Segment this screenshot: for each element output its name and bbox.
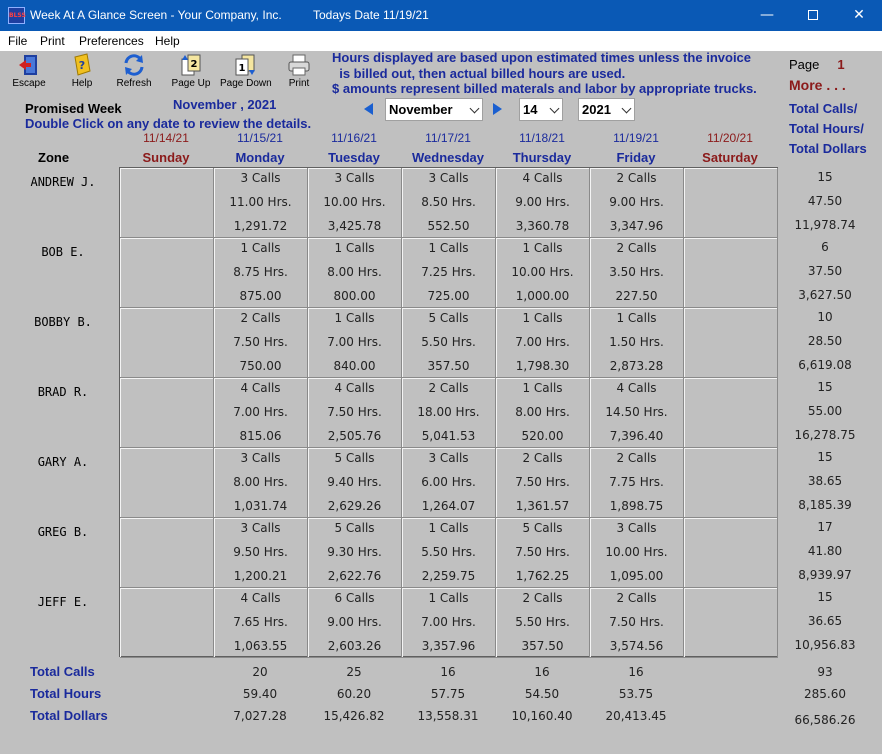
- cell-dollars: 1,762.25: [515, 569, 570, 583]
- cell-calls: 3 Calls: [240, 521, 281, 535]
- cell-hours: 11.00 Hrs.: [229, 195, 292, 209]
- cell-calls: 1 Calls: [428, 591, 469, 605]
- schedule-cell[interactable]: [402, 588, 496, 658]
- cell-hours: 7.25 Hrs.: [421, 265, 476, 279]
- footer-calls-value: 20: [252, 665, 268, 679]
- refresh-button[interactable]: [109, 53, 159, 89]
- schedule-cell[interactable]: [684, 518, 778, 588]
- cell-dollars: 875.00: [239, 289, 282, 303]
- cell-hours: 8.75 Hrs.: [233, 265, 288, 279]
- row-total-dollars: 8,939.97: [798, 568, 852, 582]
- cell-hours: 7.65 Hrs.: [233, 615, 288, 629]
- cell-hours: 7.50 Hrs.: [327, 405, 382, 419]
- schedule-cell[interactable]: [496, 518, 590, 588]
- cell-dollars: 3,574.56: [609, 639, 664, 653]
- cell-dollars: 7,396.40: [609, 429, 664, 443]
- cell-hours: 7.00 Hrs.: [421, 615, 476, 629]
- cell-hours: 8.50 Hrs.: [421, 195, 476, 209]
- schedule-cell[interactable]: [590, 308, 684, 378]
- help-label: Help: [71, 78, 93, 89]
- maximize-button[interactable]: [790, 0, 836, 31]
- window-title: Week At A Glance Screen - Your Company, Inc.: [30, 8, 282, 22]
- technician-name: BOBBY B.: [34, 315, 92, 329]
- day-name-sunday[interactable]: Sunday: [142, 150, 190, 165]
- cell-calls: 4 Calls: [334, 381, 375, 395]
- cell-hours: 9.40 Hrs.: [327, 475, 382, 489]
- refresh-label: Refresh: [116, 78, 152, 89]
- todays-date: Todays Date 11/19/21: [313, 8, 429, 22]
- promised-week-label: Promised Week: [25, 101, 122, 116]
- cell-calls: 1 Calls: [334, 311, 375, 325]
- help-book-icon: [70, 53, 94, 77]
- cell-calls: 3 Calls: [240, 451, 281, 465]
- cell-hours: 9.30 Hrs.: [327, 545, 382, 559]
- schedule-cell[interactable]: [308, 168, 402, 238]
- row-total-calls: 15: [817, 450, 833, 464]
- previous-week-arrow-icon[interactable]: [364, 103, 373, 115]
- cell-calls: 4 Calls: [240, 381, 281, 395]
- day-date-thursday[interactable]: 11/18/21: [519, 131, 565, 145]
- cell-calls: 2 Calls: [240, 311, 281, 325]
- cell-calls: 3 Calls: [240, 171, 281, 185]
- row-total-hours: 38.65: [807, 474, 843, 488]
- svg-text:?: ?: [78, 59, 86, 72]
- page-up-label: Page Up: [171, 78, 211, 89]
- cell-calls: 3 Calls: [428, 171, 469, 185]
- cell-dollars: 3,347.96: [609, 219, 664, 233]
- cell-dollars: 800.00: [333, 289, 376, 303]
- legend-calls: Total Calls/: [789, 101, 858, 116]
- legend-dollars: Total Dollars: [789, 141, 867, 156]
- cell-hours: 8.00 Hrs.: [327, 265, 382, 279]
- schedule-cell[interactable]: [308, 238, 402, 308]
- menu-bar: [0, 31, 882, 51]
- cell-hours: 9.00 Hrs.: [609, 195, 664, 209]
- cell-dollars: 357.50: [521, 639, 564, 653]
- day-select-value: 14: [523, 102, 538, 117]
- row-total-calls: 10: [817, 310, 833, 324]
- footer-hours-value: 57.75: [430, 687, 466, 701]
- day-date-saturday[interactable]: 11/20/21: [707, 131, 753, 145]
- footer-dollars-value: 15,426.82: [323, 709, 385, 723]
- cell-calls: 1 Calls: [616, 311, 657, 325]
- notice-text: [332, 50, 782, 97]
- row-total-dollars: 11,978.74: [794, 218, 856, 232]
- cell-hours: 10.00 Hrs.: [323, 195, 386, 209]
- cell-hours: 1.50 Hrs.: [609, 335, 664, 349]
- chevron-down-icon: [550, 104, 560, 114]
- schedule-cell[interactable]: [402, 168, 496, 238]
- schedule-cell[interactable]: [308, 588, 402, 658]
- schedule-cell[interactable]: [120, 238, 214, 308]
- menu-file-label: File: [8, 34, 28, 48]
- cell-dollars: 1,291.72: [233, 219, 288, 233]
- cell-hours: 18.00 Hrs.: [417, 405, 480, 419]
- cell-calls: 2 Calls: [522, 591, 563, 605]
- cell-hours: 10.00 Hrs.: [605, 545, 668, 559]
- schedule-cell[interactable]: [402, 238, 496, 308]
- door-exit-icon: [17, 53, 41, 77]
- footer-hours-value: 60.20: [336, 687, 372, 701]
- cell-dollars: 1,898.75: [609, 499, 664, 513]
- technician-name: ANDREW J.: [30, 175, 96, 189]
- cell-dollars: 1,200.21: [233, 569, 288, 583]
- cell-calls: 5 Calls: [334, 521, 375, 535]
- print-label: Print: [288, 78, 310, 89]
- year-select-value: 2021: [582, 102, 611, 117]
- grand-total-hours: 285.60: [804, 687, 846, 701]
- menu-preferences[interactable]: [79, 34, 144, 48]
- totals-legend: [789, 99, 867, 159]
- page-down-icon: [233, 53, 257, 77]
- instruction-text: Double Click on any date to review the details.: [25, 116, 312, 131]
- grand-total-calls: 93: [817, 665, 833, 679]
- schedule-cell[interactable]: [684, 378, 778, 448]
- cell-dollars: 5,041.53: [421, 429, 476, 443]
- month-year-title: November , 2021: [173, 97, 277, 112]
- cell-dollars: 725.00: [427, 289, 470, 303]
- page-down-button[interactable]: [220, 53, 270, 89]
- print-button[interactable]: [274, 53, 324, 89]
- schedule-cell[interactable]: [496, 238, 590, 308]
- schedule-cell[interactable]: [590, 378, 684, 448]
- cell-dollars: 552.50: [427, 219, 470, 233]
- schedule-cell[interactable]: [684, 168, 778, 238]
- day-date-friday[interactable]: 11/19/21: [613, 131, 659, 145]
- cell-dollars: 2,505.76: [327, 429, 382, 443]
- row-total-dollars: 8,185.39: [798, 498, 852, 512]
- maximize-icon: [808, 10, 818, 20]
- app-icon: BLSS: [8, 7, 25, 24]
- cell-hours: 9.00 Hrs.: [515, 195, 570, 209]
- technician-name: GARY A.: [37, 455, 89, 469]
- schedule-cell[interactable]: [590, 168, 684, 238]
- day-name-wednesday[interactable]: Wednesday: [411, 150, 484, 165]
- minimize-icon: —: [760, 7, 774, 23]
- day-name-monday[interactable]: Monday: [235, 150, 285, 165]
- day-name-saturday[interactable]: Saturday: [702, 150, 758, 165]
- grand-total-dollars: 66,586.26: [794, 713, 856, 727]
- schedule-cell[interactable]: [402, 378, 496, 448]
- cell-calls: 2 Calls: [616, 171, 657, 185]
- escape-button[interactable]: [4, 53, 54, 89]
- footer-calls-value: 16: [628, 665, 644, 679]
- cell-hours: 14.50 Hrs.: [605, 405, 668, 419]
- row-total-calls: 15: [817, 380, 833, 394]
- cell-calls: 4 Calls: [616, 381, 657, 395]
- schedule-cell[interactable]: [308, 378, 402, 448]
- cell-calls: 2 Calls: [616, 451, 657, 465]
- schedule-grid: [119, 167, 778, 657]
- schedule-cell[interactable]: [684, 238, 778, 308]
- cell-dollars: 1,063.55: [233, 639, 288, 653]
- help-button[interactable]: [57, 53, 107, 89]
- day-name-friday[interactable]: Friday: [616, 150, 656, 165]
- day-date-tuesday[interactable]: 11/16/21: [331, 131, 377, 145]
- day-name-tuesday[interactable]: Tuesday: [328, 150, 380, 165]
- page-label: Page: [789, 57, 820, 72]
- month-select-value: November: [389, 102, 453, 117]
- cell-hours: 7.00 Hrs.: [327, 335, 382, 349]
- cell-dollars: 750.00: [239, 359, 282, 373]
- schedule-cell[interactable]: [496, 168, 590, 238]
- schedule-cell[interactable]: [214, 588, 308, 658]
- cell-dollars: 3,357.96: [421, 639, 476, 653]
- footer-calls-value: 16: [440, 665, 456, 679]
- cell-calls: 1 Calls: [522, 311, 563, 325]
- cell-calls: 2 Calls: [428, 381, 469, 395]
- title-bar: [0, 0, 882, 31]
- menu-print[interactable]: [40, 34, 65, 48]
- footer-calls-value: 16: [534, 665, 550, 679]
- zone-header: Zone: [38, 150, 70, 165]
- day-select[interactable]: [519, 98, 563, 121]
- schedule-cell[interactable]: [214, 168, 308, 238]
- cell-calls: 3 Calls: [616, 521, 657, 535]
- svg-text:1: 1: [238, 63, 246, 74]
- page-down-label: Page Down: [220, 78, 272, 89]
- cell-calls: 2 Calls: [616, 591, 657, 605]
- footer-dollars-value: 10,160.40: [511, 709, 573, 723]
- cell-hours: 9.00 Hrs.: [327, 615, 382, 629]
- schedule-cell[interactable]: [402, 518, 496, 588]
- footer-dollars-value: 13,558.31: [417, 709, 479, 723]
- footer-calls-value: 25: [346, 665, 362, 679]
- cell-dollars: 1,000.00: [515, 289, 570, 303]
- cell-hours: 9.50 Hrs.: [233, 545, 288, 559]
- footer-dollars-value: 7,027.28: [233, 709, 287, 723]
- footer-dollars-value: 20,413.45: [605, 709, 667, 723]
- printer-icon: [287, 53, 311, 77]
- day-name-thursday[interactable]: Thursday: [512, 150, 572, 165]
- schedule-cell[interactable]: [214, 518, 308, 588]
- cell-calls: 1 Calls: [428, 521, 469, 535]
- footer-label-calls: Total Calls: [30, 664, 95, 679]
- schedule-cell[interactable]: [496, 378, 590, 448]
- cell-dollars: 2,603.26: [327, 639, 382, 653]
- cell-dollars: 2,259.75: [421, 569, 476, 583]
- day-date-sunday[interactable]: 11/14/21: [143, 131, 189, 145]
- cell-calls: 3 Calls: [428, 451, 469, 465]
- schedule-cell[interactable]: [496, 448, 590, 518]
- cell-hours: 7.00 Hrs.: [515, 335, 570, 349]
- cell-hours: 5.50 Hrs.: [515, 615, 570, 629]
- cell-dollars: 1,095.00: [609, 569, 664, 583]
- footer-label-dollars: Total Dollars: [30, 708, 108, 723]
- schedule-cell[interactable]: [120, 448, 214, 518]
- cell-dollars: 2,873.28: [609, 359, 664, 373]
- cell-hours: 10.00 Hrs.: [511, 265, 574, 279]
- cell-calls: 1 Calls: [240, 241, 281, 255]
- cell-hours: 3.50 Hrs.: [609, 265, 664, 279]
- minimize-button[interactable]: [744, 0, 790, 31]
- cell-hours: 8.00 Hrs.: [515, 405, 570, 419]
- cell-calls: 5 Calls: [522, 521, 563, 535]
- menu-help[interactable]: [155, 34, 180, 48]
- schedule-cell[interactable]: [120, 308, 214, 378]
- cell-calls: 1 Calls: [522, 241, 563, 255]
- cell-calls: 1 Calls: [334, 241, 375, 255]
- page-number: 1: [837, 57, 845, 72]
- cell-calls: 2 Calls: [522, 451, 563, 465]
- schedule-cell[interactable]: [684, 588, 778, 658]
- cell-hours: 5.50 Hrs.: [421, 545, 476, 559]
- month-select[interactable]: [385, 98, 483, 121]
- footer-hours-value: 53.75: [618, 687, 654, 701]
- refresh-icon: [122, 53, 146, 77]
- cell-hours: 7.50 Hrs.: [515, 475, 570, 489]
- cell-calls: 1 Calls: [428, 241, 469, 255]
- schedule-cell[interactable]: [120, 168, 214, 238]
- row-total-dollars: 6,619.08: [798, 358, 852, 372]
- close-icon: ✕: [853, 7, 865, 23]
- chevron-down-icon: [470, 104, 480, 114]
- cell-hours: 6.00 Hrs.: [421, 475, 476, 489]
- cell-dollars: 815.06: [239, 429, 282, 443]
- row-total-hours: 37.50: [807, 264, 843, 278]
- cell-calls: 6 Calls: [334, 591, 375, 605]
- row-total-calls: 15: [817, 590, 833, 604]
- close-button[interactable]: [836, 0, 882, 31]
- schedule-cell[interactable]: [684, 448, 778, 518]
- row-total-calls: 17: [817, 520, 833, 534]
- day-date-wednesday[interactable]: 11/17/21: [425, 131, 471, 145]
- schedule-cell[interactable]: [496, 588, 590, 658]
- cell-dollars: 227.50: [615, 289, 658, 303]
- row-total-dollars: 3,627.50: [798, 288, 852, 302]
- legend-hours: Total Hours/: [789, 121, 864, 136]
- cell-hours: 7.75 Hrs.: [609, 475, 664, 489]
- cell-calls: 5 Calls: [334, 451, 375, 465]
- menu-help-label: Help: [155, 34, 180, 48]
- cell-calls: 3 Calls: [334, 171, 375, 185]
- schedule-cell[interactable]: [214, 378, 308, 448]
- menu-print-label: Print: [40, 34, 65, 48]
- row-total-dollars: 16,278.75: [794, 428, 856, 442]
- cell-hours: 5.50 Hrs.: [421, 335, 476, 349]
- row-total-hours: 55.00: [807, 404, 843, 418]
- schedule-cell[interactable]: [120, 378, 214, 448]
- schedule-cell[interactable]: [120, 588, 214, 658]
- technician-name: JEFF E.: [37, 595, 89, 609]
- notice-line-3: $ amounts represent billed materals and labor by appropriate trucks.: [332, 81, 757, 96]
- row-total-hours: 47.50: [807, 194, 843, 208]
- cell-dollars: 1,031.74: [233, 499, 288, 513]
- page-up-icon: [179, 53, 203, 77]
- cell-dollars: 1,798.30: [515, 359, 570, 373]
- schedule-cell[interactable]: [120, 518, 214, 588]
- page-up-button[interactable]: [166, 53, 216, 89]
- cell-hours: 7.00 Hrs.: [233, 405, 288, 419]
- row-total-dollars: 10,956.83: [794, 638, 856, 652]
- cell-hours: 7.50 Hrs.: [609, 615, 664, 629]
- menu-preferences-label: Preferences: [79, 34, 144, 48]
- cell-calls: 1 Calls: [522, 381, 563, 395]
- schedule-cell[interactable]: [402, 308, 496, 378]
- row-total-hours: 36.65: [807, 614, 843, 628]
- escape-label: Escape: [12, 78, 46, 89]
- cell-dollars: 2,622.76: [327, 569, 382, 583]
- cell-dollars: 1,361.57: [515, 499, 570, 513]
- cell-hours: 7.50 Hrs.: [515, 545, 570, 559]
- schedule-cell[interactable]: [590, 448, 684, 518]
- cell-calls: 4 Calls: [240, 591, 281, 605]
- schedule-cell[interactable]: [590, 238, 684, 308]
- svg-text:2: 2: [190, 59, 198, 70]
- schedule-cell[interactable]: [214, 448, 308, 518]
- notice-line-2: is billed out, then actual billed hours are used.: [332, 65, 626, 81]
- more-link[interactable]: More . . .: [789, 77, 846, 93]
- schedule-cell[interactable]: [402, 448, 496, 518]
- cell-calls: 5 Calls: [428, 311, 469, 325]
- cell-calls: 4 Calls: [522, 171, 563, 185]
- schedule-cell[interactable]: [496, 308, 590, 378]
- page-indicator: [789, 57, 845, 72]
- schedule-cell[interactable]: [590, 518, 684, 588]
- cell-dollars: 3,425.78: [327, 219, 382, 233]
- year-select[interactable]: [578, 98, 635, 121]
- footer-hours-value: 59.40: [242, 687, 278, 701]
- menu-file[interactable]: [8, 34, 27, 48]
- footer-label-hours: Total Hours: [30, 686, 102, 701]
- schedule-cell[interactable]: [308, 518, 402, 588]
- row-total-hours: 41.80: [807, 544, 843, 558]
- day-date-monday[interactable]: 11/15/21: [237, 131, 283, 145]
- row-total-hours: 28.50: [807, 334, 843, 348]
- cell-calls: 2 Calls: [616, 241, 657, 255]
- schedule-cell[interactable]: [684, 308, 778, 378]
- cell-dollars: 520.00: [521, 429, 564, 443]
- cell-hours: 7.50 Hrs.: [233, 335, 288, 349]
- cell-dollars: 1,264.07: [421, 499, 476, 513]
- cell-dollars: 3,360.78: [515, 219, 570, 233]
- cell-dollars: 357.50: [427, 359, 470, 373]
- schedule-cell[interactable]: [214, 308, 308, 378]
- notice-line-1: Hours displayed are based upon estimated times unless the invoice: [332, 50, 752, 65]
- technician-name: GREG B.: [37, 525, 89, 539]
- footer-hours-value: 54.50: [524, 687, 560, 701]
- cell-hours: 8.00 Hrs.: [233, 475, 288, 489]
- cell-dollars: 2,629.26: [327, 499, 382, 513]
- schedule-cell[interactable]: [214, 238, 308, 308]
- technician-name: BRAD R.: [37, 385, 89, 399]
- technician-name: BOB E.: [41, 245, 85, 259]
- next-week-arrow-icon[interactable]: [493, 103, 502, 115]
- row-total-calls: 6: [821, 240, 829, 254]
- schedule-cell[interactable]: [308, 448, 402, 518]
- schedule-cell[interactable]: [308, 308, 402, 378]
- schedule-cell[interactable]: [590, 588, 684, 658]
- cell-dollars: 840.00: [333, 359, 376, 373]
- chevron-down-icon: [622, 104, 632, 114]
- row-total-calls: 15: [817, 170, 833, 184]
